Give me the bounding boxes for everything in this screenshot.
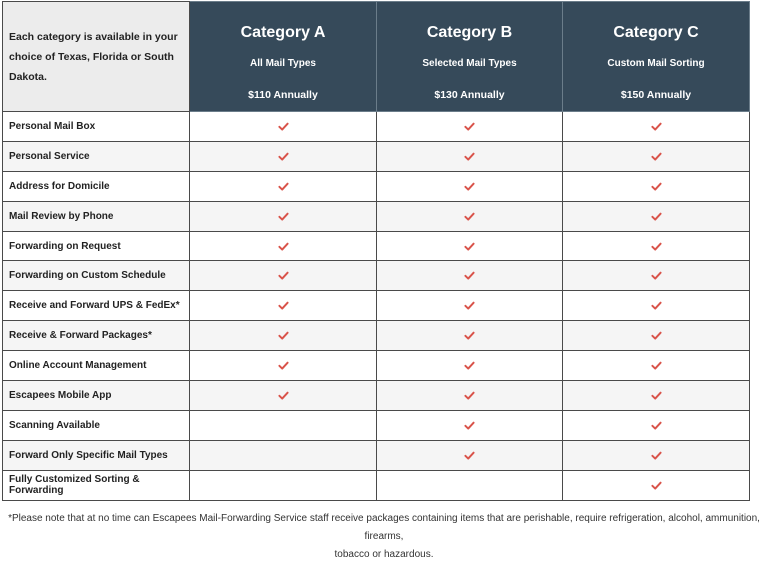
category-subtitle: Custom Mail Sorting <box>607 58 705 69</box>
check-icon <box>650 269 663 282</box>
check-icon <box>277 269 290 282</box>
availability-cell <box>563 231 750 261</box>
check-icon <box>277 359 290 372</box>
footnote <box>0 510 768 564</box>
check-icon <box>650 359 663 372</box>
check-icon <box>650 299 663 312</box>
table-row <box>3 201 750 231</box>
check-icon <box>277 180 290 193</box>
availability-cell <box>377 291 563 321</box>
feature-label: Mail Review by Phone <box>3 201 190 231</box>
availability-cell <box>563 440 750 470</box>
feature-label: Address for Domicile <box>3 171 190 201</box>
availability-cell <box>563 351 750 381</box>
check-icon <box>650 479 663 492</box>
availability-cell <box>190 351 377 381</box>
check-icon <box>650 449 663 462</box>
check-icon <box>277 150 290 163</box>
feature-label: Forward Only Specific Mail Types <box>3 440 190 470</box>
feature-label: Receive & Forward Packages* <box>3 321 190 351</box>
check-icon <box>650 389 663 402</box>
availability-cell <box>190 440 377 470</box>
availability-cell <box>563 201 750 231</box>
availability-cell <box>190 171 377 201</box>
availability-cell <box>377 381 563 411</box>
table-row <box>3 410 750 440</box>
check-icon <box>277 120 290 133</box>
check-icon <box>650 120 663 133</box>
category-subtitle: All Mail Types <box>250 58 316 69</box>
check-icon <box>463 240 476 253</box>
check-icon <box>463 419 476 432</box>
comparison-table-container <box>2 1 749 501</box>
availability-cell <box>190 141 377 171</box>
check-icon <box>463 150 476 163</box>
check-icon <box>650 240 663 253</box>
category-price: $130 Annually <box>434 89 505 101</box>
check-icon <box>277 329 290 342</box>
table-row <box>3 231 750 261</box>
availability-cell <box>563 261 750 291</box>
category-price: $110 Annually <box>248 89 318 101</box>
table-row <box>3 141 750 171</box>
availability-cell <box>563 470 750 500</box>
table-row <box>3 171 750 201</box>
check-icon <box>277 299 290 312</box>
footnote-line: tobacco or hazardous. <box>334 549 434 560</box>
category-title: Category B <box>426 24 513 41</box>
availability-cell <box>563 321 750 351</box>
feature-label: Escapees Mobile App <box>3 381 190 411</box>
availability-cell <box>377 171 563 201</box>
availability-cell <box>190 112 377 142</box>
availability-cell <box>190 321 377 351</box>
check-icon <box>650 419 663 432</box>
check-icon <box>463 299 476 312</box>
availability-cell <box>377 410 563 440</box>
check-icon <box>650 329 663 342</box>
check-icon <box>463 180 476 193</box>
feature-label: Forwarding on Request <box>3 231 190 261</box>
availability-cell <box>190 381 377 411</box>
check-icon <box>650 210 663 223</box>
category-comparison-table <box>2 1 750 501</box>
check-icon <box>463 210 476 223</box>
table-row <box>3 470 750 500</box>
availability-cell <box>190 261 377 291</box>
check-icon <box>650 180 663 193</box>
feature-label: Forwarding on Custom Schedule <box>3 261 190 291</box>
feature-label: Fully Customized Sorting & Forwarding <box>3 470 190 500</box>
check-icon <box>463 389 476 402</box>
availability-cell <box>190 291 377 321</box>
availability-cell <box>563 291 750 321</box>
availability-cell <box>563 112 750 142</box>
table-row <box>3 351 750 381</box>
category-subtitle: Selected Mail Types <box>422 58 517 69</box>
check-icon <box>463 120 476 133</box>
footnote-line: *Please note that at no time can Escapees Mail-Forwarding Service staff receive packages containing items that are perishable, require refrigeration, alcohol, ammunition, firearms, <box>8 513 760 542</box>
category-title: Category C <box>613 24 699 41</box>
category-title: Category A <box>240 24 326 41</box>
table-row <box>3 440 750 470</box>
availability-cell <box>563 381 750 411</box>
category-price: $150 Annually <box>620 89 692 101</box>
availability-cell <box>190 410 377 440</box>
table-row <box>3 112 750 142</box>
availability-cell <box>377 261 563 291</box>
feature-label: Personal Service <box>3 141 190 171</box>
category-b-header <box>377 2 563 112</box>
availability-cell <box>377 231 563 261</box>
availability-cell <box>377 470 563 500</box>
feature-rows <box>3 112 750 501</box>
feature-label: Receive and Forward UPS & FedEx* <box>3 291 190 321</box>
availability-cell <box>190 231 377 261</box>
check-icon <box>277 240 290 253</box>
availability-cell <box>377 351 563 381</box>
feature-label: Scanning Available <box>3 410 190 440</box>
availability-cell <box>377 141 563 171</box>
availability-cell <box>563 141 750 171</box>
table-row <box>3 321 750 351</box>
check-icon <box>463 449 476 462</box>
table-row <box>3 381 750 411</box>
availability-cell <box>377 112 563 142</box>
check-icon <box>463 359 476 372</box>
table-row <box>3 291 750 321</box>
availability-cell <box>377 440 563 470</box>
availability-cell <box>190 201 377 231</box>
category-a-header <box>190 2 377 112</box>
feature-label: Personal Mail Box <box>3 112 190 142</box>
check-icon <box>463 329 476 342</box>
availability-cell <box>377 321 563 351</box>
table-row <box>3 261 750 291</box>
availability-cell <box>563 410 750 440</box>
check-icon <box>463 269 476 282</box>
header-row <box>3 2 750 112</box>
intro-text: Each category is available in your choice of Texas, Florida or South Dakota. <box>3 2 190 112</box>
category-c-header <box>563 2 750 112</box>
check-icon <box>650 150 663 163</box>
availability-cell <box>563 171 750 201</box>
availability-cell <box>377 201 563 231</box>
feature-label: Online Account Management <box>3 351 190 381</box>
check-icon <box>277 389 290 402</box>
availability-cell <box>190 470 377 500</box>
check-icon <box>277 210 290 223</box>
